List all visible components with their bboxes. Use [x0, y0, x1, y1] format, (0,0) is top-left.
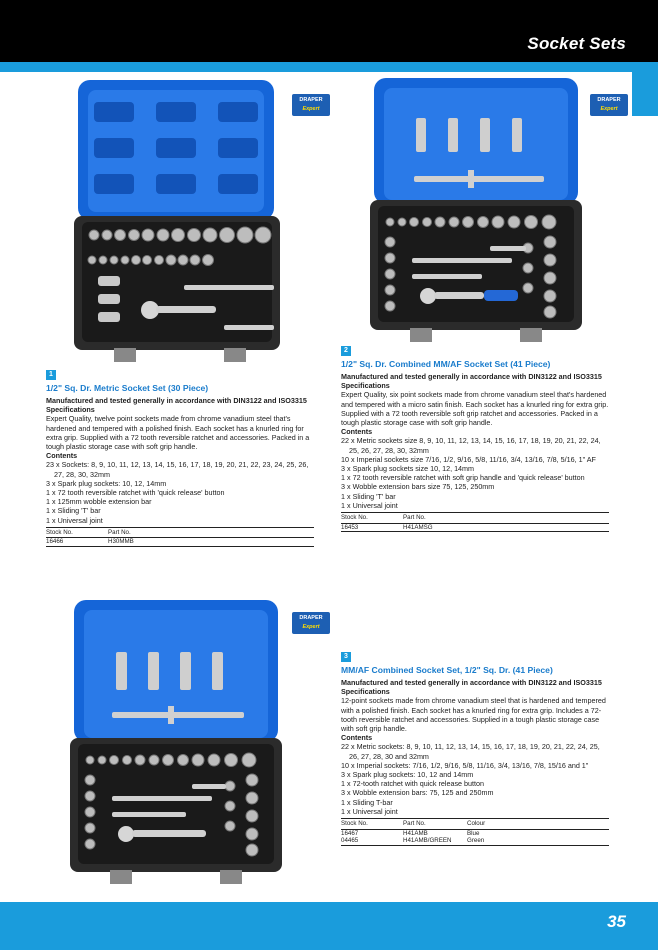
- list-item: 23 x Sockets: 8, 9, 10, 11, 12, 13, 14, 15, 16, 17, 18, 19, 20, 21, 22, 23, 24, 25, 26, 27, 28, 30, 32mm: [46, 460, 309, 479]
- logo-line: Expert: [302, 624, 320, 630]
- table-row: [341, 829, 609, 837]
- table-cell: H41AMB/GREEN: [403, 837, 467, 845]
- list-item: 1 x 72 tooth reversible ratchet with soft grip handle and 'quick release' button: [341, 473, 585, 483]
- contents-label: Contents: [46, 451, 78, 461]
- contents-label: Contents: [341, 427, 373, 437]
- table-cell: 04465: [341, 837, 403, 845]
- table-row: [46, 538, 314, 547]
- header-stripe: [0, 62, 658, 72]
- list-item: 1 x 72 tooth reversible ratchet with 'quick release' button: [46, 488, 225, 498]
- table-cell: Blue: [467, 829, 480, 837]
- stock-table: [46, 527, 314, 547]
- contents-list: [46, 460, 314, 524]
- list-item: 10 x Imperial sockets size 7/16, 1/2, 9/16, 5/8, 11/16, 3/4, 13/16, 7/8, 5/16, 1" AF: [341, 454, 596, 464]
- page-number: 35: [607, 912, 626, 931]
- product-title: 1/2" Sq. Dr. Combined MM/AF Socket Set (41 Piece): [341, 359, 551, 369]
- draper-logo: [292, 94, 330, 116]
- list-item: 10 x Imperial sockets: 7/16, 1/2, 9/16, 5/8, 11/16, 3/4, 13/16, 7/8, 15/16 and 1": [341, 760, 589, 770]
- table-cell: 16453: [341, 523, 403, 532]
- product-1: [46, 370, 314, 547]
- list-item: 3 x Spark plug sockets: 10, 12, 14mm: [46, 478, 167, 488]
- product-image-3: [70, 600, 282, 884]
- list-item: 1 x Sliding T-bar: [341, 797, 393, 807]
- table-cell: H30MMB: [108, 538, 314, 547]
- product-number: 2: [341, 346, 351, 356]
- list-item: 1 x Universal joint: [341, 806, 398, 816]
- table-cell: H41AMSG: [403, 523, 609, 532]
- product-3: [341, 652, 609, 846]
- list-item: 1 x Universal joint: [46, 515, 103, 525]
- product-title: 1/2" Sq. Dr. Metric Socket Set (30 Piece): [46, 383, 209, 393]
- table-cell: Green: [467, 837, 609, 845]
- product-description: Expert Quality, twelve point sockets made from chrome vanadium steel that's hardened and tempered with a polished finish. Each socket has a knurled ring for extra grip. Supplied with a 72 tooth reversible ratchet and accessories. Packed in a tough plastic storage case with soft grip handle.: [46, 414, 310, 452]
- table-header: Part No.: [108, 527, 314, 538]
- table-header: Stock No.: [341, 819, 403, 830]
- logo-brand: DRAPER: [597, 97, 621, 103]
- stock-table: [341, 512, 609, 532]
- product-number: 3: [341, 652, 351, 662]
- page-header: [0, 0, 658, 62]
- product-image-2: [370, 78, 582, 342]
- list-item: 22 x Metric sockets size 8, 9, 10, 11, 12, 13, 14, 15, 16, 17, 18, 19, 20, 21, 22, 24, 25, 26, 27, 28, 30, 32mm: [341, 436, 601, 455]
- list-item: 3 x Wobble extension bars: 75, 125 and 250mm: [341, 788, 494, 798]
- logo-brand: DRAPER: [299, 97, 323, 103]
- table-header: Stock No.: [46, 527, 108, 538]
- list-item: 1 x Universal joint: [341, 500, 398, 510]
- product-subtitle: Manufactured and tested generally in accordance with DIN3122 and ISO3315 Specifications: [46, 396, 307, 415]
- list-item: 1 x 125mm wobble extension bar: [46, 497, 152, 507]
- product-description: Expert Quality, six point sockets made from chrome vanadium steel that's hardened and tempered with a micro satin finish. Each socket has a knurled ring for extra grip. Supplied with a 72 tooth reversible soft grip ratchet and accessories. Packed in a tough plastic storage case with soft grip handle.: [341, 390, 609, 428]
- product-title: MM/AF Combined Socket Set, 1/2" Sq. Dr. (41 Piece): [341, 665, 553, 675]
- table-header: Colour: [467, 819, 609, 830]
- list-item: 1 x Sliding 'T' bar: [46, 506, 101, 516]
- logo-line: Expert: [302, 106, 320, 112]
- page-footer: [0, 902, 658, 950]
- product-description: 12-point sockets made from chrome vanadium steel that is hardened and tempered with a polished finish. Each socket has a knurled ring for extra grip. Includes a 72-tooth reversible ratchet and accessories. Supplied in a tough plastic storage case with soft grip handle.: [341, 696, 606, 734]
- logo-brand: DRAPER: [299, 615, 323, 621]
- list-item: 3 x Spark plug sockets size 10, 12, 14mm: [341, 464, 475, 474]
- table-cell: H41AMB: [403, 829, 428, 837]
- contents-list: [341, 436, 609, 510]
- product-image-1: [74, 80, 280, 362]
- contents-label: Contents: [341, 733, 373, 743]
- list-item: 1 x Sliding 'T' bar: [341, 491, 396, 501]
- product-2: [341, 346, 609, 532]
- table-header: Part No.: [403, 513, 609, 524]
- table-header: Part No.: [403, 819, 467, 830]
- draper-logo: [590, 94, 628, 116]
- table-header: Stock No.: [341, 513, 403, 524]
- section-tab: [632, 72, 658, 116]
- product-subtitle: Manufactured and tested generally in accordance with DIN3122 and ISO3315 Specifications: [341, 678, 602, 697]
- contents-list: [341, 742, 609, 816]
- stock-table: [341, 818, 609, 846]
- table-cell: 16467: [341, 829, 359, 837]
- logo-line: Expert: [600, 106, 618, 112]
- list-item: 3 x Spark plug sockets: 10, 12 and 14mm: [341, 770, 474, 780]
- table-cell: 16466: [46, 538, 108, 547]
- list-item: 3 x Wobble extension bars size 75, 125, 250mm: [341, 482, 495, 492]
- draper-logo: [292, 612, 330, 634]
- table-row: [341, 837, 609, 845]
- list-item: 22 x Metric sockets: 8, 9, 10, 11, 12, 13, 14, 15, 16, 17, 18, 19, 20, 21, 22, 24, 25, 26, 27, 28, 30 and 32mm: [341, 742, 600, 761]
- product-number: 1: [46, 370, 56, 380]
- list-item: 1 x 72-tooth ratchet with quick release button: [341, 779, 485, 789]
- product-subtitle: Manufactured and tested generally in accordance with DIN3122 and ISO3315 Specifications: [341, 372, 602, 391]
- table-row: [341, 523, 609, 532]
- section-title: Socket Sets: [527, 34, 626, 53]
